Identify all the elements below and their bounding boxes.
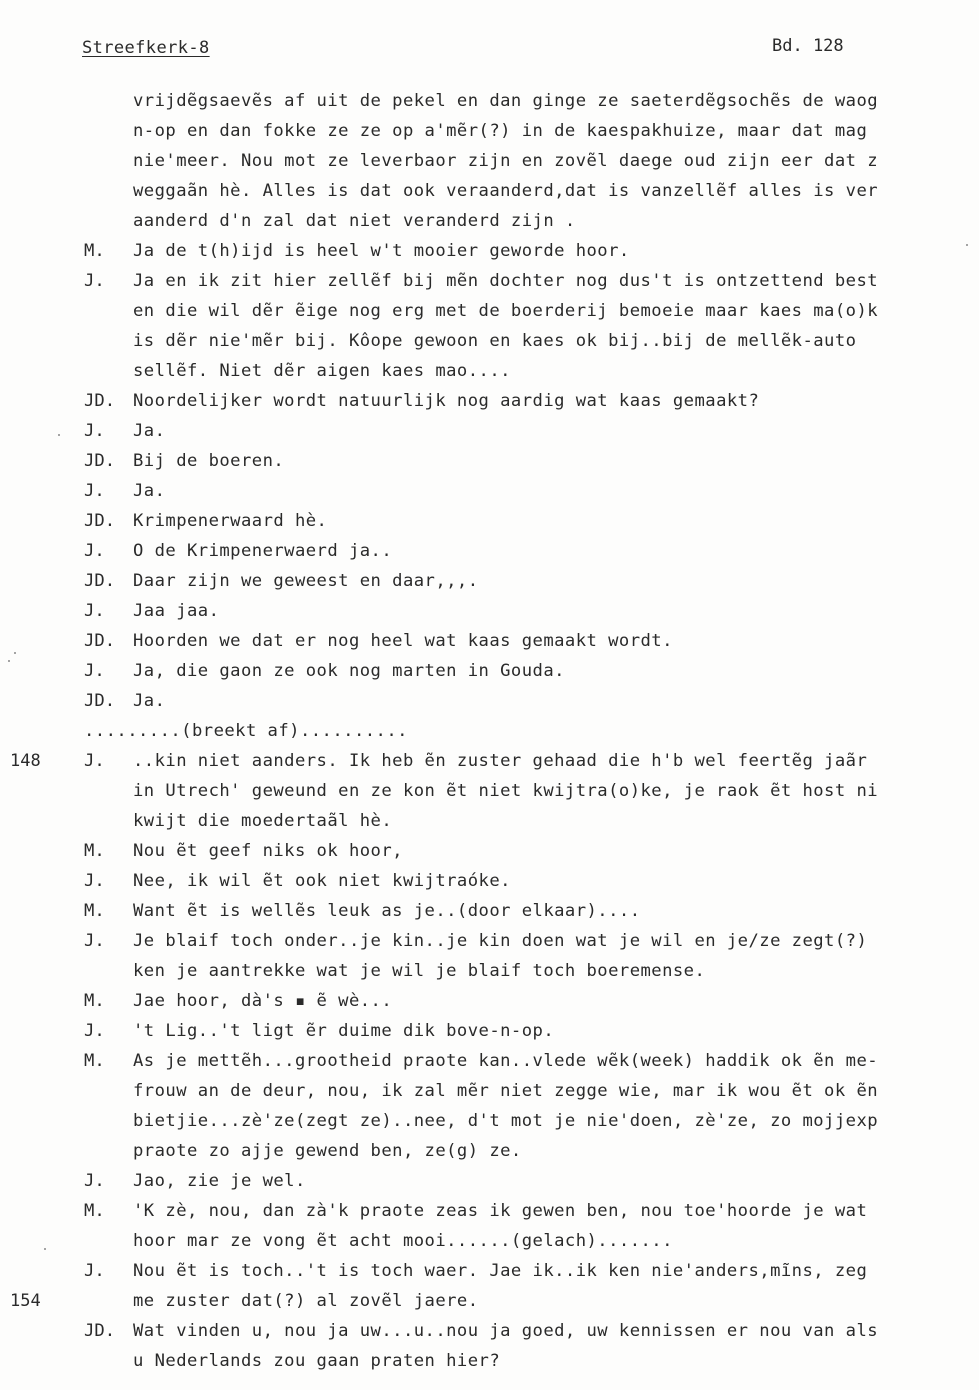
speaker-label: J. [84,871,105,891]
line-text: praote zo ajje gewend ben, ze(g) ze. [133,1141,522,1161]
line-text: Ja. [133,421,166,441]
speaker-label: M. [84,241,105,261]
transcript-line [0,386,979,416]
line-text: Ja. [133,481,166,501]
line-text: bietjie...zè'ze(zegt ze)..nee, d't mot je nie'doen, zè'ze, zo mojjexp [133,1111,879,1131]
scan-speck [14,652,16,654]
transcript-line [0,1166,979,1196]
line-text: Krimpenerwaard hè. [133,511,328,531]
line-text: vrijdẽgsaevẽs af uit de pekel en dan ginge ze saeterdẽgsochẽs de waog [133,91,879,111]
transcript-line [0,956,979,986]
transcript-line [0,596,979,626]
line-text: ken je aantrekke wat je wil je blaif toch boeremense. [133,961,706,981]
speaker-label: J. [84,931,105,951]
transcript-line [0,266,979,296]
line-text: hoor mar ze vong ẽt acht mooi......(gelach)....... [133,1231,673,1251]
speaker-label: M. [84,1201,105,1221]
transcript-line [0,86,979,116]
scan-speck [966,244,968,246]
transcript-line [0,1046,979,1076]
transcript-line [0,566,979,596]
line-text: me zuster dat(?) al zovẽl jaere. [133,1291,479,1311]
transcript-line [0,116,979,146]
line-text: 't Lig..'t ligt ẽr duime dik bove-n-op. [133,1021,555,1041]
line-text: Jae hoor, dà's ▪ ẽ wè... [133,991,393,1011]
line-text: is dẽr nie'mẽr bij. Kôope gewoon en kaes ok bij..bij de mellẽk-auto [133,331,857,351]
line-text: Ja. [133,691,166,711]
line-text: Ja en ik zit hier zellẽf bij mẽn dochter nog dus't is ontzettend best [133,271,879,291]
transcript-line [0,1076,979,1106]
transcript-line [0,806,979,836]
transcript-line [0,686,979,716]
transcript-line [0,1136,979,1166]
line-text: in Utrech' geweund en ze kon ẽt niet kwijtra(o)ke, je raok ẽt host ni [133,781,879,801]
speaker-label: J. [84,751,105,771]
transcript-line [0,356,979,386]
line-text: Nee, ik wil ẽt ook niet kwijtraóke. [133,871,511,891]
transcript-line [0,926,979,956]
speaker-label: JD. [84,571,116,591]
line-text: nie'meer. Nou mot ze leverbaor zijn en zovẽl daege oud zijn eer dat z [133,151,879,171]
speaker-label: JD. [84,631,116,651]
line-text: Noordelijker wordt natuurlijk nog aardig wat kaas gemaakt? [133,391,760,411]
line-text: O de Krimpenerwaerd ja.. [133,541,393,561]
speaker-label: M. [84,991,105,1011]
transcript-line [0,1286,979,1316]
transcript-line [0,746,979,776]
transcript-line [0,1316,979,1346]
transcript-line [0,296,979,326]
line-text: Jao, zie je wel. [133,1171,306,1191]
speaker-label: JD. [84,1321,116,1341]
line-text: n-op en dan fokke ze ze op a'mẽr(?) in de kaespakhuize, maar dat mag [133,121,868,141]
line-text: .........(breekt af).......... [84,721,408,741]
transcript-line [0,476,979,506]
transcript-line [0,536,979,566]
transcript-line [0,716,979,746]
transcript-line [0,206,979,236]
transcript-line [0,326,979,356]
transcript-line [0,236,979,266]
transcript-line [0,836,979,866]
speaker-label: J. [84,271,105,291]
line-text: en die wil dẽr ẽige nog erg met de boerderij bemoeie maar kaes ma(o)k [133,301,879,321]
speaker-label: J. [84,421,105,441]
transcript-line [0,1196,979,1226]
scan-speck [58,434,60,436]
speaker-label: JD. [84,511,116,531]
line-text: Je blaif toch onder..je kin..je kin doen wat je wil en je/ze zegt(?) [133,931,868,951]
line-text: aanderd d'n zal dat niet veranderd zijn . [133,211,576,231]
speaker-label: J. [84,541,105,561]
transcript-line [0,626,979,656]
speaker-label: J. [84,1171,105,1191]
transcript-line [0,866,979,896]
line-text: sellẽf. Niet dẽr aigen kaes mao.... [133,361,511,381]
transcript-line [0,986,979,1016]
transcript-line [0,446,979,476]
line-text: Nou ẽt is toch..'t is toch waer. Jae ik..ik ken nie'anders,mĩns, zeg [133,1261,868,1281]
line-text: kwijt die moedertaãl hè. [133,811,393,831]
line-text: Hoorden we dat er nog heel wat kaas gemaakt wordt. [133,631,673,651]
speaker-label: M. [84,841,105,861]
transcript-line [0,416,979,446]
transcript-line [0,506,979,536]
page-number: Bd. 128 [772,36,844,56]
line-text: 'K zè, nou, dan zà'k praote zeas ik gewen ben, nou toe'hoorde je wat [133,1201,868,1221]
transcript-line [0,146,979,176]
line-text: Want ẽt is wellẽs leuk as je..(door elkaar).... [133,901,641,921]
speaker-label: JD. [84,391,116,411]
speaker-label: M. [84,901,105,921]
transcript-line [0,1226,979,1256]
margin-number: 148 [10,751,41,771]
line-text: Jaa jaa. [133,601,220,621]
transcript-line [0,896,979,926]
speaker-label: J. [84,661,105,681]
transcript-line [0,656,979,686]
transcript-line [0,1106,979,1136]
line-text: Daar zijn we geweest en daar,,,. [133,571,479,591]
transcript [0,86,979,1376]
line-text: Ja, die gaon ze ook nog marten in Gouda. [133,661,565,681]
line-text: Wat vinden u, nou ja uw...u..nou ja goed, uw kennissen er nou van als [133,1321,879,1341]
speaker-label: M. [84,1051,105,1071]
line-text: frouw an de deur, nou, ik zal mẽr niet zegge wie, mar ik wou ẽt ok ẽn [133,1081,879,1101]
transcript-line [0,776,979,806]
line-text: Ja de t(h)ijd is heel w't mooier geworde hoor. [133,241,630,261]
line-text: As je mettẽh...grootheid praote kan..vlede wẽk(week) haddik ok ẽn me- [133,1051,879,1071]
speaker-label: J. [84,1261,105,1281]
line-text: Nou ẽt geef niks ok hoor, [133,841,403,861]
speaker-label: JD. [84,691,116,711]
speaker-label: J. [84,481,105,501]
line-text: u Nederlands zou gaan praten hier? [133,1351,501,1371]
speaker-label: J. [84,601,105,621]
transcript-line [0,1256,979,1286]
transcript-line [0,176,979,206]
line-text: ..kin niet aanders. Ik heb ẽn zuster gehaad die h'b wel feertẽg jaãr [133,751,868,771]
margin-number: 154 [10,1291,41,1311]
scan-speck [44,1248,46,1250]
speaker-label: J. [84,1021,105,1041]
scan-speck [8,660,10,662]
transcript-line [0,1346,979,1376]
speaker-label: JD. [84,451,116,471]
document-title: Streefkerk-8 [82,38,210,58]
transcript-line [0,1016,979,1046]
line-text: weggaãn hè. Alles is dat ook veraanderd,dat is vanzellẽf alles is ver [133,181,879,201]
line-text: Bij de boeren. [133,451,285,471]
